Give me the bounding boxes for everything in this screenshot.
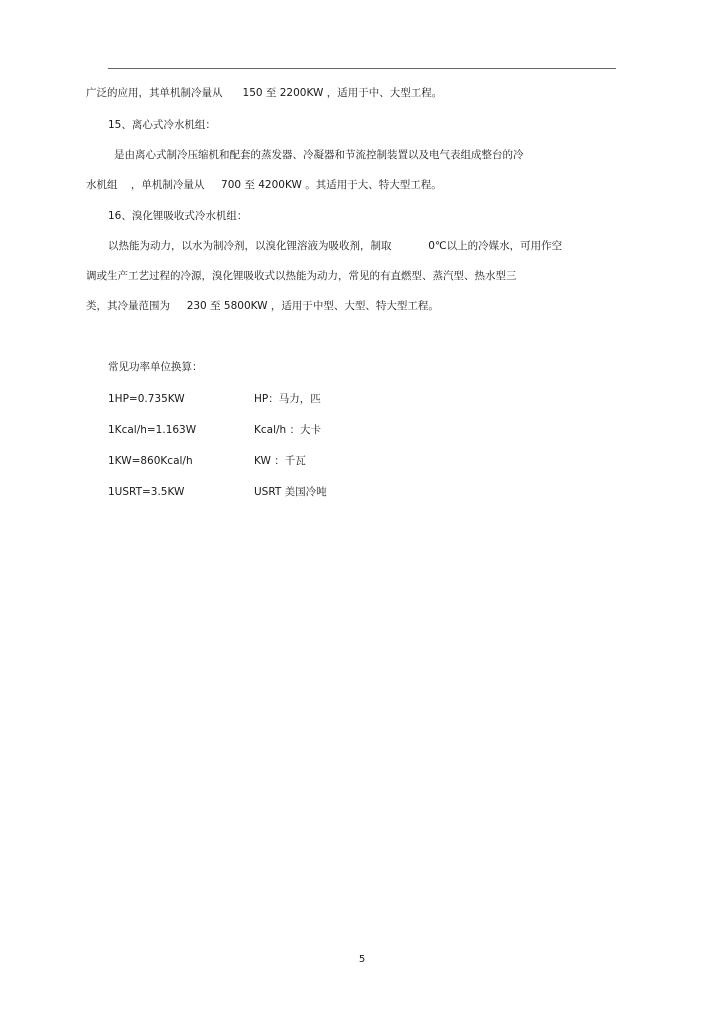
conversion-note: KW ：千瓦 [254, 455, 306, 467]
paragraph-line: 类，其冷量范围为 230 至 5800KW ，适用于中型、大型、特大型工程。 [86, 300, 439, 312]
conversion-formula: 1KW=860Kcal/h [108, 455, 193, 467]
conversion-formula: 1Kcal/h=1.163W [108, 424, 197, 436]
conversion-formula: 1HP=0.735KW [108, 393, 185, 405]
page-number: 5 [358, 954, 366, 965]
paragraph-line: 调或生产工艺过程的冷源，溴化锂吸收式以热能为动力，常见的有直燃型、蒸汽型、热水型三 [86, 270, 517, 282]
conversion-note: USRT 美国冷吨 [254, 486, 327, 498]
paragraph-line: 广泛的应用，其单机制冷量从 150 至 2200KW ，适用于中、大型工程。 [86, 87, 443, 99]
header-rule [108, 68, 616, 69]
conversion-formula: 1USRT=3.5KW [108, 486, 185, 498]
conversion-heading: 常见功率单位换算： [108, 361, 203, 373]
conversion-note: Kcal/h ：大卡 [254, 424, 322, 436]
item-15-heading: 15、离心式冷水机组： [108, 119, 216, 131]
conversion-note: HP：马力，匹 [254, 393, 321, 405]
paragraph-line: 以热能为动力，以水为制冷剂，以溴化锂溶液为吸收剂，制取 0℃以上的冷媒水，可用作空 [108, 240, 563, 252]
paragraph-line: 是由离心式制冷压缩机和配套的蒸发器、冷凝器和节流控制装置以及电气表组成整台的冷 [114, 149, 524, 161]
item-16-heading: 16、溴化锂吸收式冷水机组： [108, 210, 248, 222]
paragraph-line: 水机组 ，单机制冷量从 700 至 4200KW 。其适用于大、特大型工程。 [86, 179, 442, 191]
